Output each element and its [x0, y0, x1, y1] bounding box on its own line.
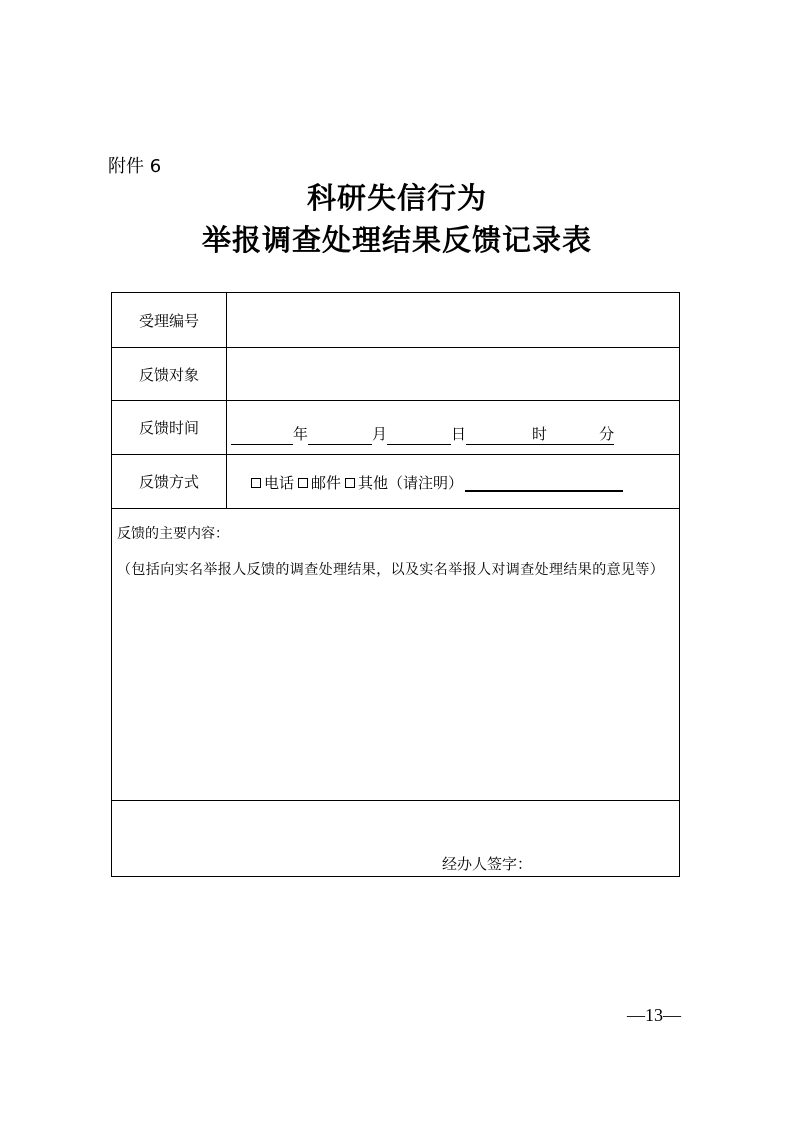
handler-signature-label: 经办人签字：	[442, 855, 533, 873]
other-option-label: 其他（请注明）	[358, 474, 464, 492]
feedback-method-options	[247, 472, 623, 493]
feedback-method-field	[227, 455, 679, 508]
attachment-label: 附件 6	[108, 156, 162, 177]
feedback-recipient-label: 反馈对象	[112, 348, 227, 400]
other-specify-blank[interactable]	[465, 474, 623, 492]
year-blank[interactable]	[231, 428, 293, 445]
row-feedback-method	[112, 455, 679, 509]
feedback-content-title: 反馈的主要内容：	[117, 526, 229, 542]
day-unit: 日	[451, 425, 467, 443]
month-unit: 月	[372, 425, 388, 443]
hour-blank-left[interactable]	[466, 428, 532, 445]
minute-unit: 分	[599, 425, 615, 443]
feedback-time-field	[227, 401, 679, 454]
minute-blank[interactable]	[547, 428, 599, 445]
feedback-content-note: （包括向实名举报人反馈的调查处理结果，以及实名举报人对调查处理结果的意见等）	[117, 562, 665, 578]
feedback-time-line	[231, 423, 614, 445]
row-feedback-time	[112, 401, 679, 455]
page-number: —13—	[627, 1005, 681, 1025]
feedback-record-table	[111, 292, 680, 877]
feedback-recipient-field[interactable]	[227, 348, 679, 400]
case-number-field[interactable]	[227, 293, 679, 347]
document-title-line2: 举报调查处理结果反馈记录表	[201, 223, 592, 257]
mail-option-label: 邮件	[311, 474, 342, 492]
row-signature	[112, 801, 679, 877]
row-feedback-recipient	[112, 348, 679, 401]
row-case-number	[112, 293, 679, 348]
phone-checkbox[interactable]	[251, 478, 261, 488]
other-checkbox[interactable]	[345, 478, 355, 488]
day-blank[interactable]	[387, 428, 451, 445]
month-blank[interactable]	[308, 428, 372, 445]
feedback-method-label: 反馈方式	[112, 455, 227, 508]
row-feedback-content	[112, 509, 679, 801]
mail-checkbox[interactable]	[298, 478, 308, 488]
phone-option-label: 电话	[264, 474, 295, 492]
document-title-line1: 科研失信行为	[306, 181, 487, 215]
hour-unit: 时	[532, 425, 548, 443]
year-unit: 年	[293, 425, 309, 443]
feedback-time-label: 反馈时间	[112, 401, 227, 454]
case-number-label: 受理编号	[112, 293, 227, 347]
